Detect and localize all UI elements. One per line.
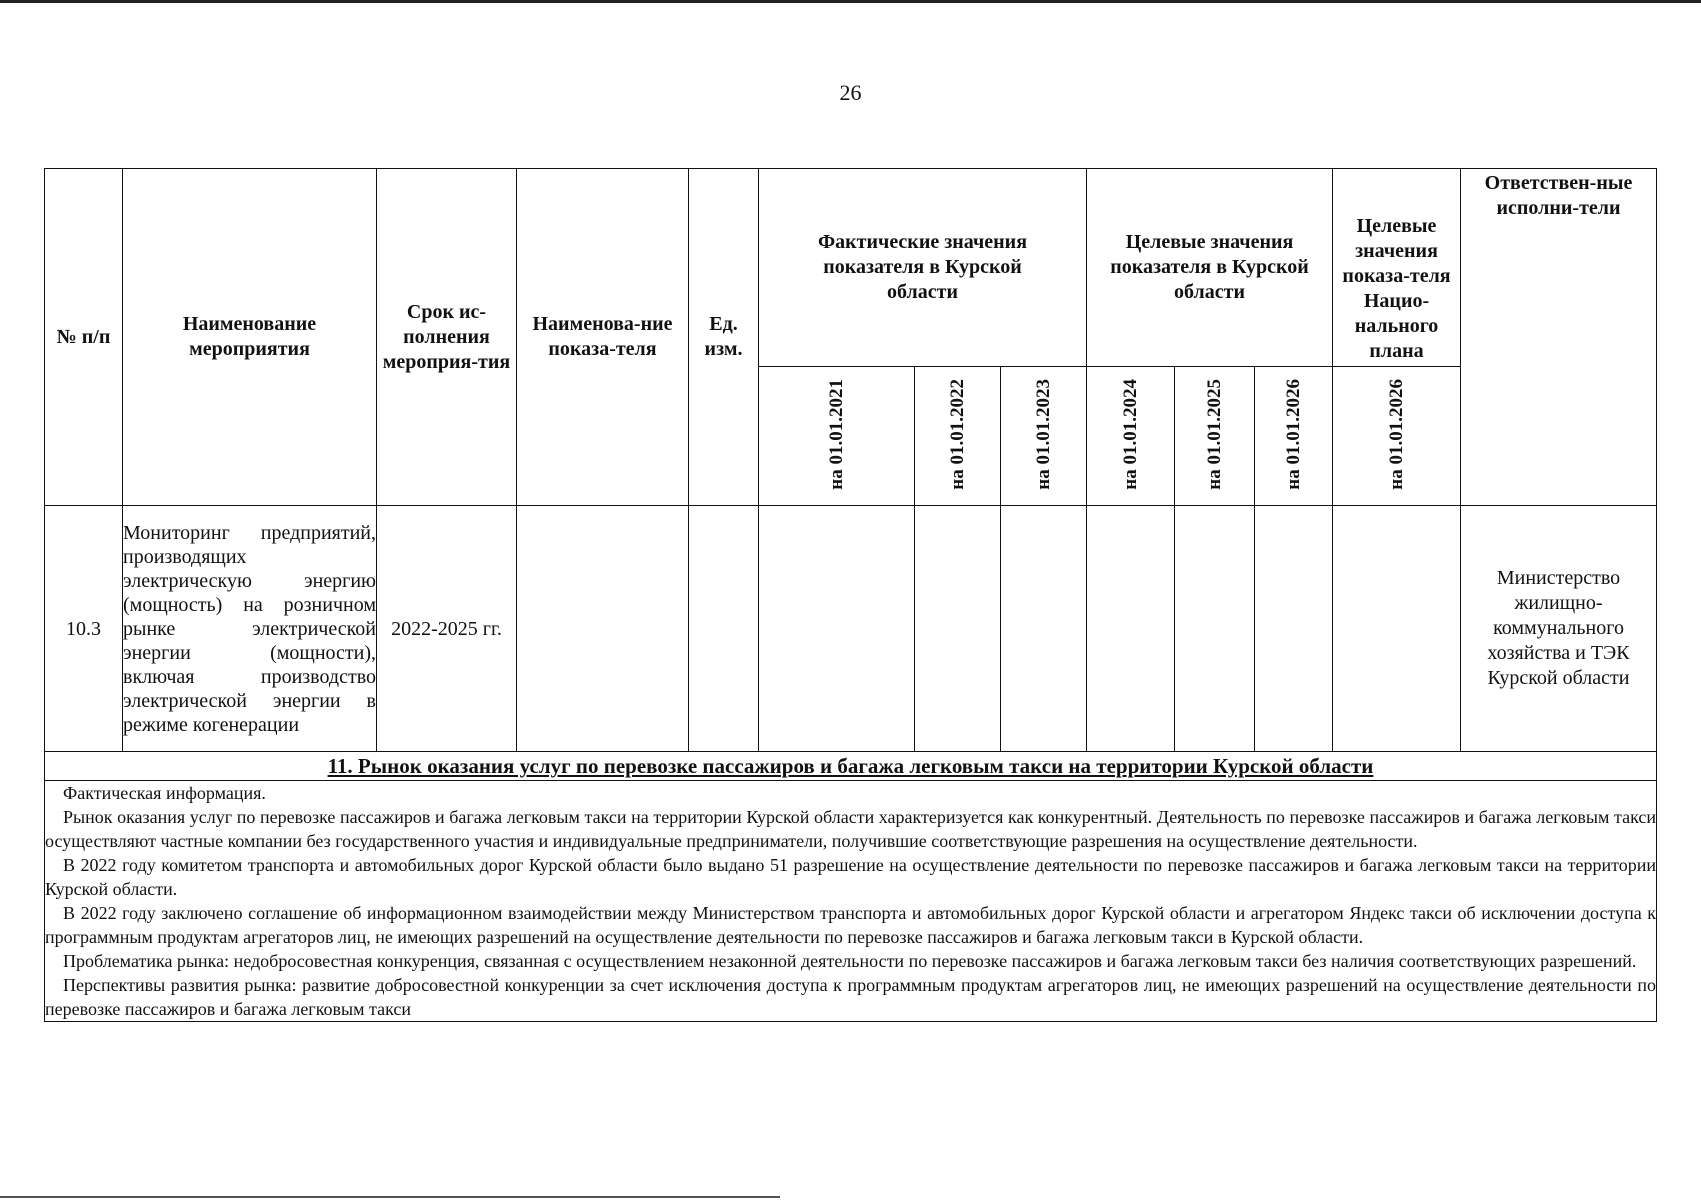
- date-col-2021: на 01.01.2021: [759, 367, 915, 506]
- info-paragraph: Проблематика рынка: недобросовестная конкуренция, связанная с осуществлением незаконной деятельности по перевозке пассажиров и багажа легковым такси без наличия соответствующих разрешений.: [63, 951, 1637, 971]
- page-number: 26: [839, 80, 862, 105]
- info-paragraph: В 2022 году комитетом транспорта и автомобильных дорог Курской области было выдано 51 разрешение на осуществление деятельности по перевозке пассажиров и багажа легковым такси на территории Курской области.: [45, 855, 1657, 899]
- header-num: № п/п: [45, 169, 123, 506]
- header-responsible: Ответствен-ные исполни-тели: [1461, 169, 1657, 506]
- row-value-2026: [1255, 506, 1333, 752]
- header-actual-values: Фактические значения показателя в Курской области: [759, 169, 1087, 367]
- section-info: [45, 781, 1657, 1022]
- row-value-2021: [759, 506, 915, 752]
- table-row: [45, 506, 1657, 752]
- header-target-values: Целевые значения показателя в Курской области: [1087, 169, 1333, 367]
- bottom-scan-line: [0, 1196, 780, 1198]
- header-unit: Ед. изм.: [689, 169, 759, 506]
- date-col-2023: на 01.01.2023: [1001, 367, 1087, 506]
- info-paragraph: Фактическая информация.: [63, 783, 266, 803]
- row-num: 10.3: [45, 506, 123, 752]
- section-title: 11. Рынок оказания услуг по перевозке пассажиров и багажа легковым такси на территории Курской области: [45, 752, 1657, 781]
- date-col-2025: на 01.01.2025: [1175, 367, 1255, 506]
- date-col-2024: на 01.01.2024: [1087, 367, 1175, 506]
- row-deadline: 2022-2025 гг.: [377, 506, 517, 752]
- header-indicator: Наименова-ние показа-теля: [517, 169, 689, 506]
- row-responsible: Министерство жилищно-коммунального хозяйства и ТЭК Курской области: [1461, 506, 1657, 752]
- info-paragraph: Рынок оказания услуг по перевозке пассажиров и багажа легковым такси на территории Курской области характеризуется как конкурентный. Деятельность по перевозке пассажиров и багажа легковым такси осуществляют частные компании без государственного участия и индивидуальные предприниматели, получившие соответствующие разрешения на осуществление деятельности.: [45, 807, 1657, 851]
- row-value-2023: [1001, 506, 1087, 752]
- header-event: Наименование мероприятия: [123, 169, 377, 506]
- row-value-2024: [1087, 506, 1175, 752]
- date-col-national-2026: на 01.01.2026: [1333, 367, 1461, 506]
- row-value-2025: [1175, 506, 1255, 752]
- info-paragraph: Перспективы развития рынка: развитие добросовестной конкуренции за счет исключения доступа к программным продуктам агрегаторов лиц, не имеющих разрешений на осуществление деятельности по перевозке пассажиров и багажа легковым такси: [45, 975, 1657, 1019]
- row-unit: [689, 506, 759, 752]
- row-value-national: [1333, 506, 1461, 752]
- info-paragraph: В 2022 году заключено соглашение об информационном взаимодействии между Министерством транспорта и автомобильных дорог Курской области и агрегатором Яндекс такси об исключении доступа к программным продуктам агрегаторов лиц, не имеющих разрешений на осуществление деятельности по перевозке пассажиров и багажа легковым такси в Курской области.: [45, 903, 1657, 947]
- row-indicator: [517, 506, 689, 752]
- date-col-2026: на 01.01.2026: [1255, 367, 1333, 506]
- header-national-target: Целевые значения показа-теля Нацио-нального плана: [1333, 169, 1461, 367]
- header-deadline: Срок ис-полнения мероприя-тия: [377, 169, 517, 506]
- row-value-2022: [915, 506, 1001, 752]
- date-col-2022: на 01.01.2022: [915, 367, 1001, 506]
- row-event: Мониторинг предприятий, производящих электрическую энергию (мощность) на розничном рынке электрической энергии (мощности), включая производство электрической энергии в режиме когенерации: [123, 506, 377, 752]
- indicators-table: [44, 168, 1657, 1022]
- top-border-line: [0, 0, 1701, 3]
